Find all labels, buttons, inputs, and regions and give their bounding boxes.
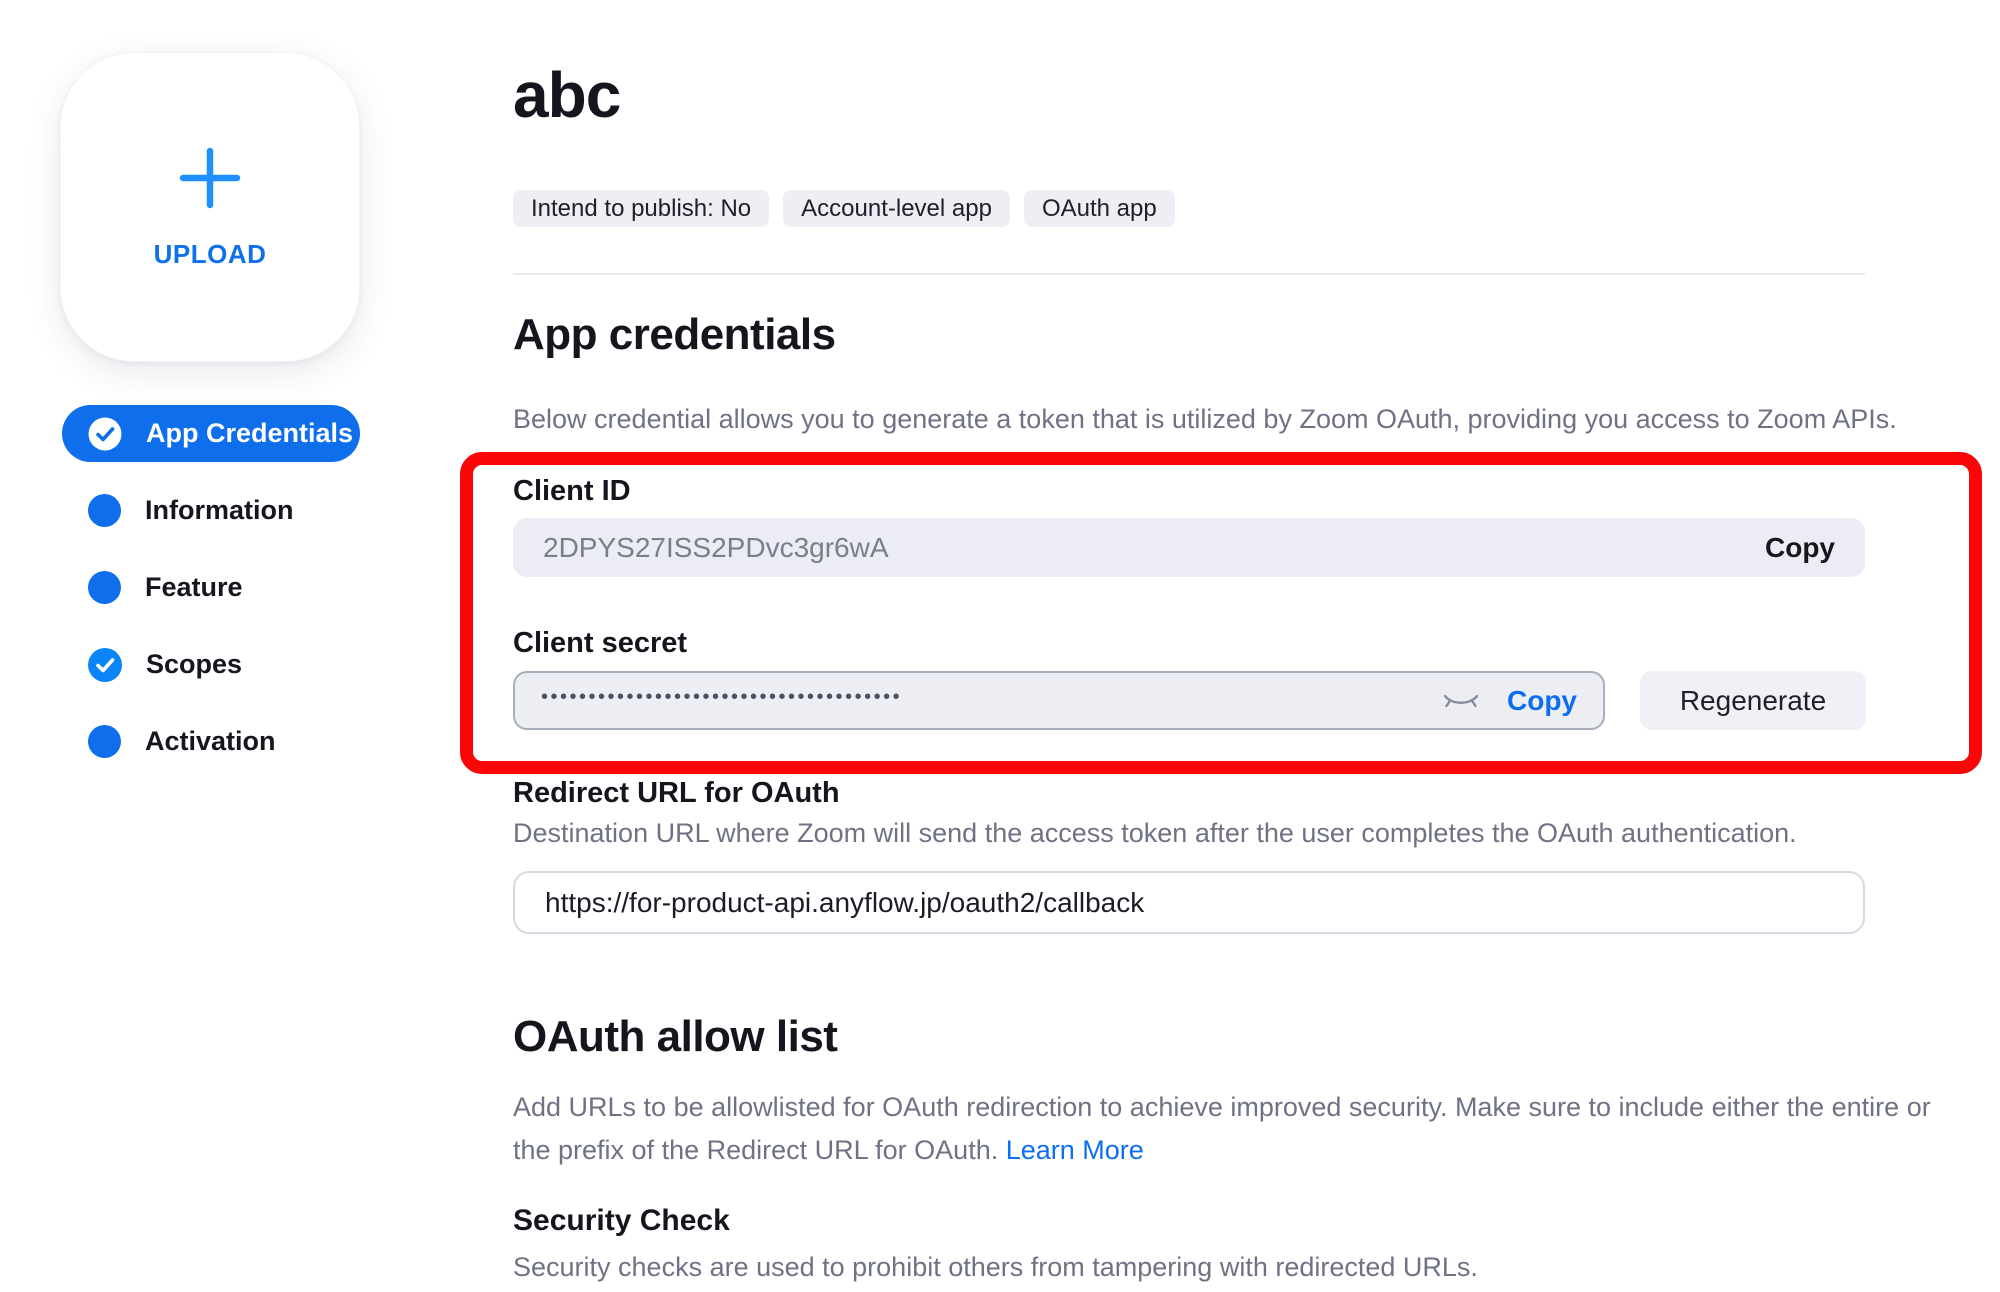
sidebar-item-label: Feature xyxy=(145,572,243,602)
sidebar-item-feature[interactable] xyxy=(62,559,360,616)
oauth-allow-list-description xyxy=(513,1086,1953,1172)
redirect-url-value: https://for-product-api.anyflow.jp/oauth2/callback xyxy=(545,886,1145,918)
page-title: abc xyxy=(513,59,621,131)
badge-oauth-app: OAuth app xyxy=(1024,190,1175,227)
client-secret-masked-value: •••••••••••••••••••••••••••••••••••••• xyxy=(541,686,903,708)
step-dot-icon xyxy=(88,571,121,604)
step-dot-icon xyxy=(88,494,121,527)
client-secret-row xyxy=(513,671,1866,730)
client-secret-field xyxy=(513,671,1605,730)
upload-label: UPLOAD xyxy=(153,238,267,269)
eye-closed-icon[interactable] xyxy=(1441,689,1481,713)
app-credentials-heading: App credentials xyxy=(513,310,836,359)
client-secret-copy-button[interactable]: Copy xyxy=(1507,684,1577,716)
sidebar-item-label: Scopes xyxy=(146,649,243,679)
learn-more-link[interactable]: Learn More xyxy=(1005,1135,1144,1165)
app-credentials-description: Below credential allows you to generate a token that is utilized by Zoom OAuth, providing you access to Zoom APIs. xyxy=(513,404,1897,434)
redirect-url-label: Redirect URL for OAuth xyxy=(513,777,840,809)
security-check-label: Security Check xyxy=(513,1204,730,1237)
app-steps-nav xyxy=(62,405,360,790)
section-divider xyxy=(513,273,1865,275)
regenerate-button[interactable]: Regenerate xyxy=(1640,671,1866,730)
client-id-value: 2DPYS27ISS2PDvc3gr6wA xyxy=(543,531,889,563)
redirect-url-input[interactable] xyxy=(513,871,1865,934)
client-id-field xyxy=(513,518,1865,577)
sidebar-item-activation[interactable] xyxy=(62,713,360,770)
sidebar-item-label: Activation xyxy=(145,726,276,756)
oauth-allow-list-description-text: Add URLs to be allowlisted for OAuth redirection to achieve improved security. Make sure to include either the entire or the prefix of the Redirect URL for OAuth. xyxy=(513,1092,1931,1165)
redirect-url-description: Destination URL where Zoom will send the access token after the user completes the OAuth authentication. xyxy=(513,818,1797,848)
security-check-description: Security checks are used to prohibit others from tampering with redirected URLs. xyxy=(513,1252,1478,1282)
check-circle-icon xyxy=(88,417,122,451)
check-circle-icon xyxy=(88,648,122,682)
client-id-label: Client ID xyxy=(513,475,631,507)
sidebar-item-information[interactable] xyxy=(62,482,360,539)
sidebar-item-scopes[interactable] xyxy=(62,636,360,693)
client-id-copy-button[interactable]: Copy xyxy=(1765,531,1835,563)
badge-intend-to-publish: Intend to publish: No xyxy=(513,190,769,227)
sidebar-item-label: App Credentials xyxy=(146,418,354,448)
sidebar-item-label: Information xyxy=(145,495,294,525)
app-icon-upload-card[interactable] xyxy=(60,52,360,362)
badge-account-level-app: Account-level app xyxy=(783,190,1010,227)
app-badges xyxy=(513,190,1175,227)
plus-icon xyxy=(177,145,243,211)
client-secret-label: Client secret xyxy=(513,627,688,659)
step-dot-icon xyxy=(88,725,121,758)
oauth-allow-list-heading: OAuth allow list xyxy=(513,1012,838,1061)
sidebar-item-app-credentials[interactable] xyxy=(62,405,360,462)
